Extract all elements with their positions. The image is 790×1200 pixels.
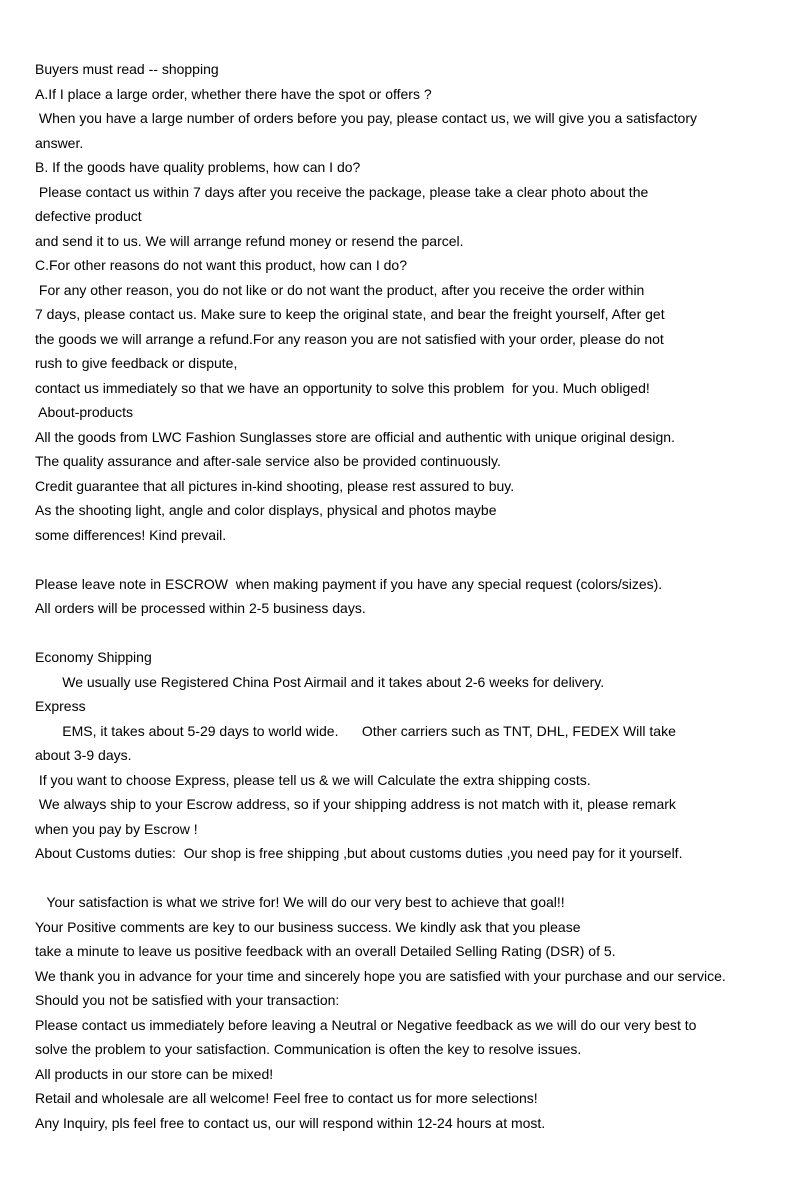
text-line: Should you not be satisfied with your transaction: (35, 992, 340, 1008)
text-line: Any Inquiry, pls feel free to contact us, our will respond within 12-24 hours at most. (35, 1114, 546, 1131)
text-line: answer. (35, 134, 84, 151)
text-line: We usually use Registered China Post Airmail and it takes about 2-6 weeks for delivery. (35, 673, 605, 690)
text-line: A.If I place a large order, whether there have the spot or offers ? (35, 85, 432, 102)
blank-line (35, 866, 770, 891)
text-line: when you pay by Escrow ! (35, 820, 198, 837)
blank-line (35, 547, 770, 572)
text-line: B. If the goods have quality problems, how can I do? (35, 159, 361, 175)
text-line: We thank you in advance for your time and sincerely hope you are satisfied with your purchase and our service. (35, 967, 726, 984)
text-line: take a minute to leave us positive feedback with an overall Detailed Selling Rating (DSR) of 5. (35, 943, 616, 959)
text-line: All the goods from LWC Fashion Sunglasses store are official and authentic with unique original design. (35, 428, 675, 445)
text-line: All orders will be processed within 2-5 business days. (35, 600, 366, 616)
text-line: About Customs duties: Our shop is free shipping ,but about customs duties ,you need pay for it yourself. (35, 845, 683, 861)
text-line: If you want to choose Express, please tell us & we will Calculate the extra shipping costs. (35, 771, 591, 788)
text-line: the goods we will arrange a refund.For any reason you are not satisfied with your order, please do not (35, 330, 664, 347)
text-line: For any other reason, you do not like or do not want the product, after you receive the order within (35, 281, 645, 298)
text-line: Please contact us within 7 days after you receive the package, please take a clear photo about the (35, 183, 649, 200)
text-line: Retail and wholesale are all welcome! Feel free to contact us for more selections! (35, 1090, 538, 1106)
text-line: Economy Shipping (35, 649, 152, 665)
text-line: some differences! Kind prevail. (35, 526, 227, 543)
text-line: 7 days, please contact us. Make sure to keep the original state, and bear the freight yourself, After get (35, 306, 665, 322)
text-line: About-products (35, 404, 134, 420)
text-line: Your satisfaction is what we strive for! We will do our very best to achieve that goal!! (35, 894, 565, 910)
text-line: and send it to us. We will arrange refund money or resend the parcel. (35, 232, 464, 249)
text-line: solve the problem to your satisfaction. Communication is often the key to resolve issues. (35, 1041, 582, 1057)
text-line: Please leave note in ESCROW when making payment if you have any special request (colors/sizes). (35, 575, 663, 592)
text-line: EMS, it takes about 5-29 days to world wide. Other carriers such as TNT, DHL, FEDEX Will take (35, 722, 676, 739)
text-line: rush to give feedback or dispute, (35, 355, 238, 371)
text-line: Please contact us immediately before leaving a Neutral or Negative feedback as we will do our very best to (35, 1016, 697, 1033)
text-line: C.For other reasons do not want this product, how can I do? (35, 257, 407, 273)
text-line: We always ship to your Escrow address, so if your shipping address is not match with it, please remark (35, 796, 676, 812)
text-line: All products in our store can be mixed! (35, 1065, 274, 1082)
text-line: Express (35, 698, 86, 714)
text-line: contact us immediately so that we have an opportunity to solve this problem for you. Much obliged! (35, 379, 650, 396)
text-line: defective product (35, 208, 142, 224)
text-line: The quality assurance and after-sale service also be provided continuously. (35, 453, 501, 469)
text-block (35, 57, 770, 1135)
text-line: Your Positive comments are key to our business success. We kindly ask that you please (35, 918, 581, 935)
text-line: When you have a large number of orders before you pay, please contact us, we will give you a satisfactory (35, 110, 697, 126)
blank-line (35, 621, 770, 646)
text-line: about 3-9 days. (35, 747, 132, 763)
text-line: As the shooting light, angle and color displays, physical and photos maybe (35, 502, 497, 518)
text-line: Buyers must read -- shopping (35, 61, 219, 77)
text-line: Credit guarantee that all pictures in-kind shooting, please rest assured to buy. (35, 477, 515, 494)
